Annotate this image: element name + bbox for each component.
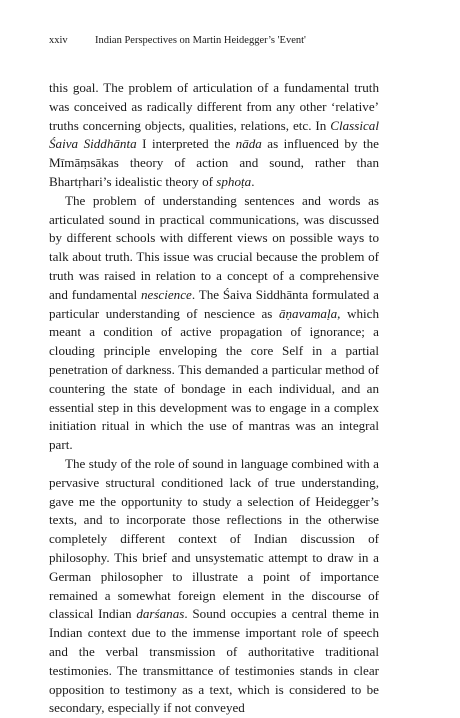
text-run: The study of the role of sound in language combined with a pervasive structural conditioned lack of true understanding, gave me the opportunity to study a selection of Heidegger’s texts, and to incorporate those reflections in the otherwise completely different context of Indian discussion of philosophy. This brief and unsystematic attempt to draw in a German philosopher to illustrate a point of importance remained a somewhat foreign element in the discourse of classical Indian bbox=[49, 455, 379, 622]
italic-term: nescience bbox=[140, 286, 192, 302]
running-title: Indian Perspectives on Martin Heidegger’s 'Event' bbox=[95, 35, 306, 46]
italic-term: nāda bbox=[235, 136, 262, 152]
italic-term: darśanas bbox=[136, 606, 185, 622]
running-header bbox=[49, 34, 389, 48]
text-run: as influenced by the Mīmāṃsākas theory of action and sound, rather than Bhartṛhari’s idealistic theory of bbox=[49, 136, 379, 189]
text-run: . bbox=[251, 173, 255, 189]
page-number: xxiv bbox=[49, 35, 68, 46]
text-run: . The Śaiva Siddhānta formulated a particular understanding of nescience as bbox=[49, 286, 379, 321]
paragraph bbox=[49, 455, 379, 718]
paragraph bbox=[49, 192, 379, 455]
text-run: this goal. The problem of articulation of a fundamental truth was conceived as radically different from any other ‘relative’ truths concerning objects, qualities, relations, etc. In bbox=[49, 80, 379, 133]
text-run: , which meant a condition of active propagation of ignorance; a clouding principle enveloping the core Self in a partial penetration of darkness. This demanded a particular method of countering the state of bondage in each individual, and an essential step in this development was to engage in a complex initiation ritual in which the use of mantras was an integral part. bbox=[49, 305, 379, 453]
text-run: I interpreted the bbox=[136, 136, 236, 152]
text-run: . Sound occupies a central theme in Indian context due to the immense important role of speech and the verbal transmission of authoritative traditional testimonies. The transmittance of testimonies stands in clear opposition to testimony as a text, which is considered to be secondary, especially if not conveyed bbox=[49, 606, 379, 716]
paragraph bbox=[49, 79, 379, 192]
text-run: The problem of understanding sentences and words as articulated sound in practical communications, was discussed by different schools with different views on possible ways to talk about truth. This issue was crucial because the problem of truth was raised in relation to a concept of a comprehensive and fundamental bbox=[49, 192, 379, 302]
body-text bbox=[49, 79, 379, 718]
italic-term: āṇavamaḷa bbox=[278, 305, 338, 321]
italic-term: Classical Śaiva Siddhānta bbox=[49, 117, 379, 152]
italic-term: sphoṭa bbox=[216, 173, 252, 189]
